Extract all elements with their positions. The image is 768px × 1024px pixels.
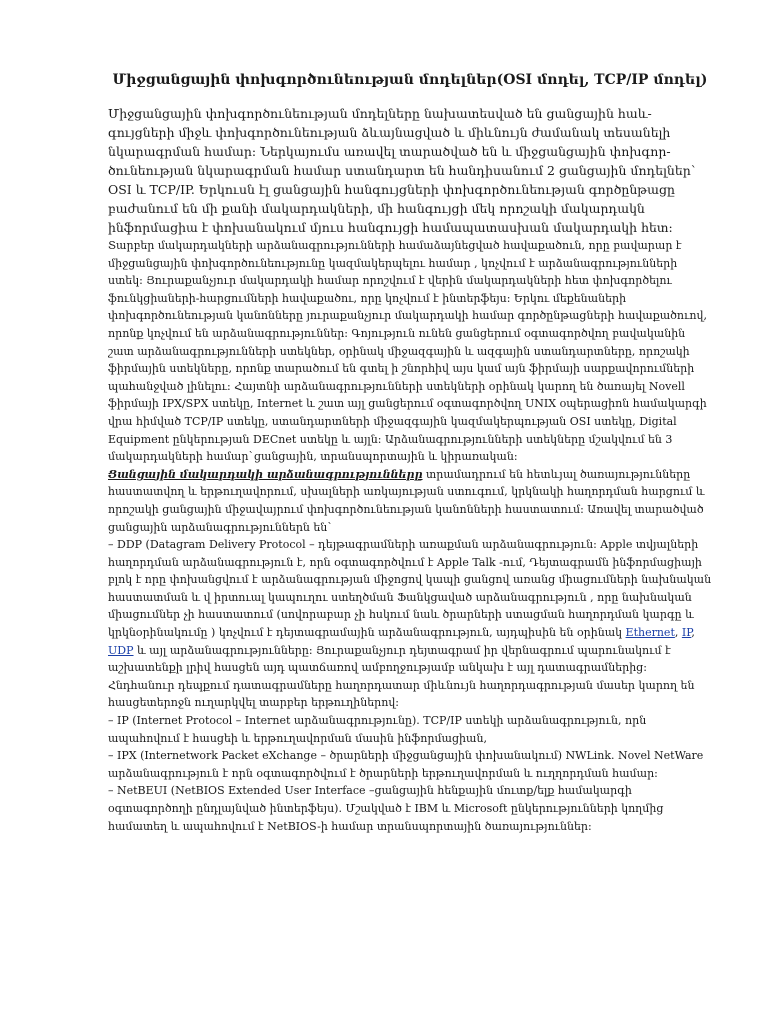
network-layer-text: տրամադրում են հետևյալ ծառայությունները հաստատվող և երթուղավորում, սխալների առկայության ստուգում, կրկնակի հաղորդման հարցում և որոշակի ցանցային միջավայրում փոխգործունեության կանոնների հաստատում: Առավել տարածված ցանցային արձանագրություններն են` [108,467,705,534]
ddp-tail: և այլ արձանագրությունները: Յուրաքանչյուր դեյտագրամ իր վերնագրում պարունակում է աշխատենքի լրիվ հասցեն այդ պատճառով ամբողջությամբ անկախ է այլ դատագրամներից: Հնդհանուր դեպքում դատագրամները հաղորդատար միևնույն հաղորդագրության մասեր կարող են հասցետերոջն ուղարկվել տարբեր երթուղիներով: [108,643,695,710]
ddp-sep2: , [691,626,695,640]
udp-link[interactable]: UDP [108,643,134,657]
ethernet-link[interactable]: Ethernet [625,626,675,640]
ddp-paragraph [108,536,712,712]
intro-paragraph [108,104,712,237]
ipx-paragraph: – IPX (Internetwork Packet eXchange – ծրարների միջցանցային փոխանակում) NWLink. Novel NetWare արձանագրություն է որն օգտագործվում է ծրարների երթուղավորման և ուղղորդման համար: [108,749,704,780]
stack-paragraph: Տարբեր մակարդակների արձանագրությունների համաձայնեցված հավաքածուն, որը բավարար է միջցանցային փոխգործունեությունը կազմակերպելու համար , կոչվում է արձանագրությունների ստեկ: Յուրաքանչյուր մակարդակի համար որոշվում է վերին մակարդակների հետ փոխգործելու ֆունկցիաների-հարցումների հավաքածու, որը կոչվում է ինտերֆեյս: Երկու մեքենաների փոխգործունեության կանոնները յուրաքանչյուր մակարդակի համար գործընթացների հավաքածուով, որոնք կոչվում են արձանագրություններ: Գոյություն ունեն ցանցերում օգտագործվող բավականին շատ արձանագրությունների ստեկներ, օրինակ միջազգային և ազգային ստանդարտները, որոշակի ֆիրմային ստեկները, որոնք տարածում են գտել ի շնորհիվ այս կամ այն ֆիրմայի սարքավորումների պահանջված լինելու: Հայտնի արձանագրությունների ստեկների օրինակ կարող են ծառայել Novell ֆիրմայի IPX/SPX ստեկը, Internet և շատ այլ ցանցերում օգտագործվող UNIX օպերացիոն համակարգի վրա հիմված TCP/IP ստեկը, ստանդարտների միջազգային կազմակերպության OSI ստեկը, Digital Equipment ընկերության DECnet ստեկը և այլն: Արձանագրությունների ստեկները մշակվում են 3 մակարդակների համար`ցանցային, տրանսպորտային և կիրառական: [108,239,707,464]
ip-paragraph: – IP (Internet Protocol – Internet արձանագրությունը). TCP/IP ստեկի արձանագրություն, որն ապահովում է հասցեի և երթուղավորման մասին ինֆորմացիան, [108,714,647,745]
page-title: Միջցանցային փոխգործունեության մոդելներ(OSI մոդել, TCP/IP մոդել) [112,72,708,88]
document-page [108,70,712,1020]
network-layer-paragraph [108,466,712,536]
ip-link[interactable]: IP [681,626,692,640]
netbeui-paragraph: – NetBEUI (NetBIOS Extended User Interface –ցանցային հենքային մուտք/ելք համակարգի օգտագործողի ընդլայնված ինտերֆեյս). Մշակված է IBM և Microsoft ընկերությունների կողմից համատեղ և ապահովում է NetBIOS-ի համար տրանսպորտային ծառայություններ: [108,784,664,833]
ddp-lead: – DDP (Datagram Delivery Protocol – դեյթագրամների առաքման արձանագրություն: Apple տվյալների հաղորդման արձանագրություն է, որն օգտագործվում է Apple Talk -ում, Դեյտագրամն ինֆորմացիայի բլոկ է որը փոխանցվում է արձանագրության միջոցով կապի ցանցով առանց միացումների նախնական հաստատման և վ իրտուալ կապուղու ստեղծման Ֆանկցաված արձանագրություն , որը նախնական միացումներ չի հաստատում (սովորաբար չի հսկում նաև ծրարների ստացման հաղորդման կարգը և կրկնօրինակումը ) կոչվում է դեյտագրամային արձանագրություն, այդպիսին են օրինակ [108,538,712,640]
ddp-sep1: , [674,626,682,640]
network-layer-heading: Ցանցային մակարդակի արձանագրությունները [108,467,423,481]
body-section [108,237,712,835]
intro-text: Միջցանցային փոխգործունեության մոդելները նախատեսված են ցանցային հաև-գույցների միջև փոխգործունեության ձևայնացված և միևնույն ժամանակ տեսանելի նկարագրման համար: Ներկայումս առավել տարածված են և միջցանցային փոխգոր-ծունեության նկարագրման համար ստանդարտ են հանդիսանում 2 ցանցային մոդելներ` OSI և TCP/IP. Երկուսն էլ ցանցային հանգույցների փոխգործունեության գործընթացը բաժանում են մի քանի մակարդակների, մի հանգույցի մեկ որոշակի մակարդակն ինֆորմացիա է փոխանակում մյուս հանգույցի համապատասխան մակարդակի հետ: [108,106,698,235]
